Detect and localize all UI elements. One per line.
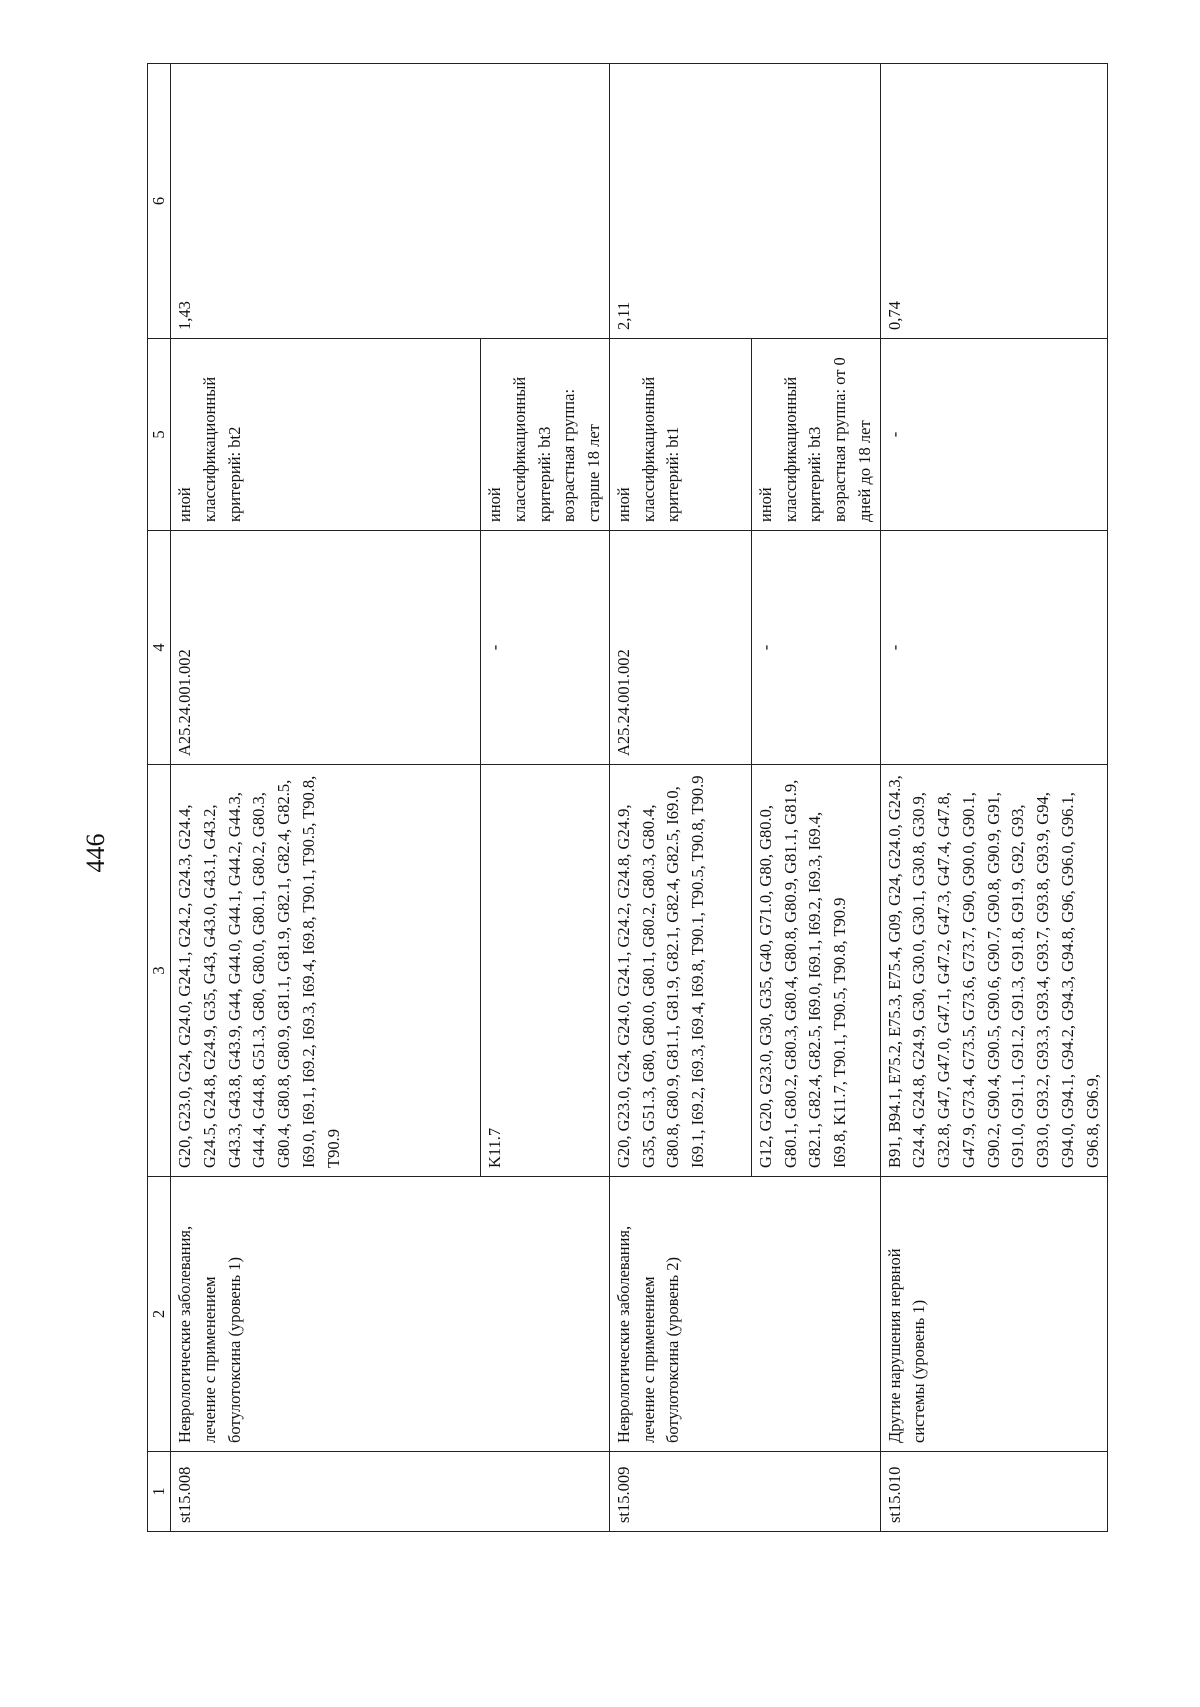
table-row [880, 64, 1108, 1532]
classification-criteria: иной классификационный критерий: bt3 возрастная группа: старше 18 лет [481, 339, 610, 531]
row-name: Другие нарушения нервной системы (уровень 1) [880, 1177, 1108, 1452]
column-header: 2 [148, 1177, 171, 1452]
service-codes: A25.24.001.002 [609, 531, 751, 765]
service-codes: - [880, 531, 1108, 765]
coefficient: 0,74 [880, 64, 1108, 339]
service-codes: - [481, 531, 610, 765]
row-code: st15.009 [609, 1452, 880, 1532]
row-code: st15.008 [171, 1452, 610, 1532]
row-name: Неврологические заболевания, лечение с применением ботулотоксина (уровень 2) [609, 1177, 880, 1452]
row-code: st15.010 [880, 1452, 1108, 1532]
rotated-table-container [147, 64, 1102, 1532]
page-number: 446 [81, 833, 110, 873]
diagnosis-codes: G20, G23.0, G24, G24.0, G24.1, G24.2, G24.8, G24.9, G35, G51.3, G80, G80.0, G80.1, G80.2, G80.3, G80.4, G80.8, G80.9, G81.1, G81.9, G82.1, G82.4, G82.5, I69.0, I69.1, I69.2, I69.3, I69.4, I69.8, T90.1, T90.5, T90.8, T90.9 [609, 765, 751, 1177]
classification-criteria: - [880, 339, 1108, 531]
column-header: 5 [148, 339, 171, 531]
column-number-header [148, 64, 171, 1532]
column-header: 4 [148, 531, 171, 765]
table-row [609, 64, 751, 1532]
service-codes: - [751, 531, 880, 765]
diagnosis-codes: B91, B94.1, E75.2, E75.3, E75.4, G09, G24, G24.0, G24.3, G24.4, G24.8, G24.9, G30, G30.0, G30.1, G30.8, G30.9, G32.8, G47, G47.0, G47.1, G47.2, G47.3, G47.4, G47.8, G47.9, G73.4, G73.5, G73.6, G73.7, G90, G90.0, G90.1, G90.2, G90.4, G90.5, G90.6, G90.7, G90.8, G90.9, G91, G91.0, G91.1, G91.2, G91.3, G91.8, G91.9, G92, G93, G93.0, G93.2, G93.3, G93.4, G93.7, G93.8, G93.9, G94, G94.0, G94.1, G94.2, G94.3, G94.8, G96, G96.0, G96.1, G96.8, G96.9, [880, 765, 1108, 1177]
classification-criteria: иной классификационный критерий: bt1 [609, 339, 751, 531]
coefficient: 2,11 [609, 64, 880, 339]
coefficient: 1,43 [171, 64, 610, 339]
diagnosis-codes: G20, G23.0, G24, G24.0, G24.1, G24.2, G24.3, G24.4, G24.5, G24.8, G24.9, G35, G43, G43.0, G43.1, G43.2, G43.3, G43.8, G43.9, G44, G44.0, G44.1, G44.2, G44.3, G44.4, G44.8, G51.3, G80, G80.0, G80.1, G80.2, G80.3, G80.4, G80.8, G80.9, G81.1, G81.9, G82.1, G82.4, G82.5, I69.0, I69.1, I69.2, I69.3, I69.4, I69.8, T90.1, T90.5, T90.8, T90.9 [171, 765, 481, 1177]
column-header: 3 [148, 765, 171, 1177]
diagnosis-codes: K11.7 [481, 765, 610, 1177]
table-row [171, 64, 481, 1532]
column-header: 6 [148, 64, 171, 339]
tariff-table [147, 63, 1108, 1532]
service-codes: A25.24.001.002 [171, 531, 481, 765]
column-header: 1 [148, 1452, 171, 1532]
classification-criteria: иной классификационный критерий: bt2 [171, 339, 481, 531]
diagnosis-codes: G12, G20, G23.0, G30, G35, G40, G71.0, G80, G80.0, G80.1, G80.2, G80.3, G80.4, G80.8, G80.9, G81.1, G81.9, G82.1, G82.4, G82.5, I69.0, I69.1, I69.2, I69.3, I69.4, I69.8, K11.7, T90.1, T90.5, T90.8, T90.9 [751, 765, 880, 1177]
classification-criteria: иной классификационный критерий: bt3 возрастная группа: от 0 дней до 18 лет [751, 339, 880, 531]
row-name: Неврологические заболевания, лечение с применением ботулотоксина (уровень 1) [171, 1177, 610, 1452]
